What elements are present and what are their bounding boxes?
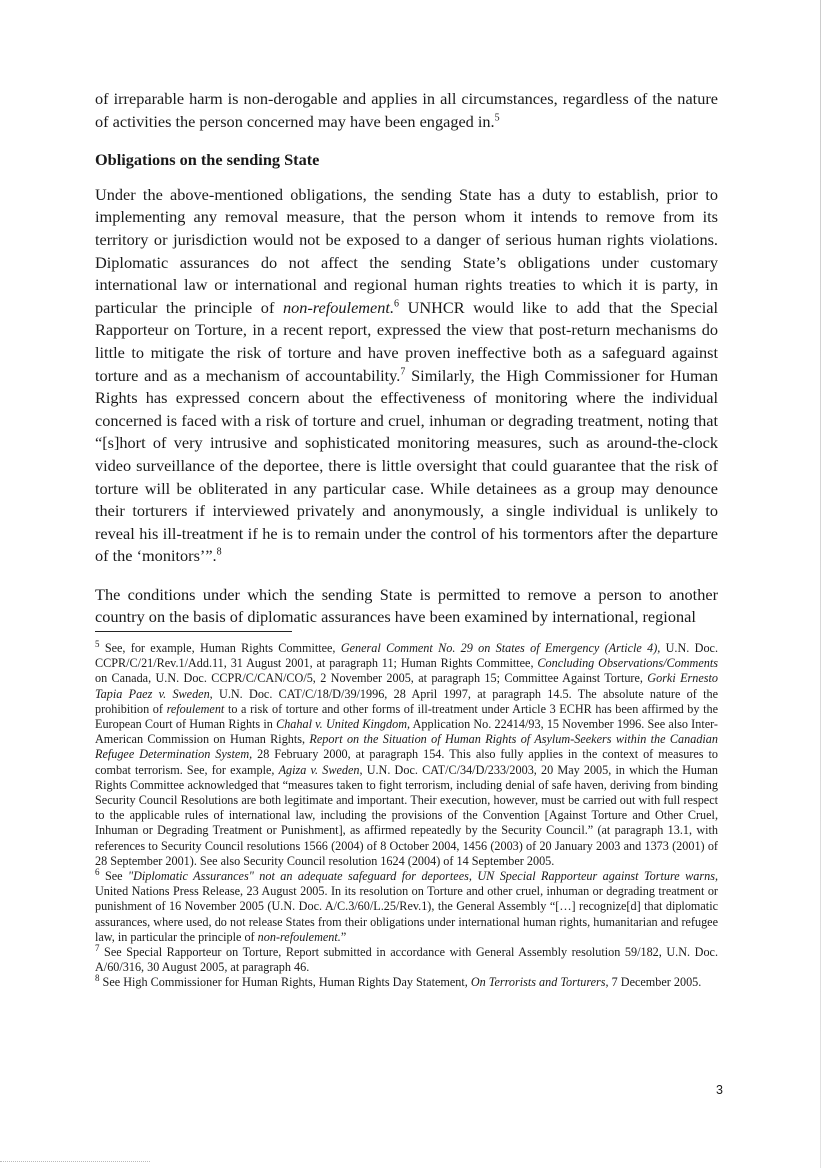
body-text bbox=[95, 88, 718, 645]
footnote-ref-8[interactable]: 8 bbox=[216, 546, 222, 558]
footnote-6: $^6$ See "Diplomatic Assurances" not an adequate safeguard for deportees, UN Special Rapporteur against Torture warns, United Nations Press Release, 23 August 2005. In its resolution on Torture and other cruel, inhuman or degrading treatment or punishment of 16 November 2005 (U.N. Doc. A/C.3/60/L.25/Rev.1), the General Assembly “[…] recognize[d] that diplomatic assurances, where used, do not release States from their obligations under international human rights, humanitarian and refugee law, in particular the principle of non-refoulement.” bbox=[95, 866, 718, 944]
footnote-ref-7[interactable]: 7 bbox=[400, 366, 406, 378]
footnote-7: $^7$ See Special Rapporteur on Torture, Report submitted in accordance with General Assembly resolution 59/182, U.N. Doc. A/60/316, 30 August 2005, at paragraph 46. bbox=[95, 943, 718, 975]
scan-bottom-dots bbox=[0, 1161, 150, 1162]
footnotes bbox=[95, 638, 718, 991]
section-heading: Obligations on the sending State bbox=[95, 150, 320, 170]
scan-edge-line bbox=[820, 0, 821, 1168]
footnote-5: $^5$ See, for example, Human Rights Committee, General Comment No. 29 on States of Emergency (Article 4), U.N. Doc. CCPR/C/21/Rev.1/Add.11, 31 August 2001, at paragraph 11; Human Rights Committee, Concluding Observations/Comments on Canada, U.N. Doc. CCPR/C/CAN/CO/5, 2 November 2005, at paragraph 15; Committee Against Torture, Gorki Ernesto Tapia Paez v. Sweden, U.N. Doc. CAT/C/18/D/39/1996, 28 April 1997, at paragraph 14.5. The absolute nature of the prohibition of refoulement to a risk of torture and other forms of ill-treatment under Article 3 ECHR has been affirmed by the European Court of Human Rights in Chahal v. United Kingdom, Application No. 22414/93, 15 November 1996. See also Inter-American Commission on Human Rights, Report on the Situation of Human Rights of Asylum-Seekers within the Canadian Refugee Determination System, 28 February 2000, at paragraph 154. This also fully applies in the context of measures to combat terrorism. See, for example, Agiza v. Sweden, U.N. Doc. CAT/C/34/D/233/2003, 20 May 2005, in which the Human Rights Committee acknowledged that “measures taken to fight terrorism, including denial of safe haven, deriving from binding Security Council Resolutions are both legitimate and important. Their execution, however, must be carried out with full respect to the applicable rules of international law, including the provisions of the Convention [Against Torture and Other Cruel, Inhuman or Degrading Treatment or Punishment], as affirmed repeatedly by the Security Council.” (at paragraph 13.1, with references to Security Council resolutions 1566 (2004) of 8 October 2004, 1456 (2003) of 20 January 2003 and 1373 (2001) of 28 September 2001). See also Security Council resolution 1624 (2004) of 14 September 2005. bbox=[95, 638, 718, 868]
footnote-ref-6[interactable]: 6 bbox=[394, 298, 400, 310]
footnote-ref-5[interactable]: 5 bbox=[494, 112, 500, 124]
paragraph-1: of irreparable harm is non-derogable and applies in all circumstances, regardless of the nature of activities the person concerned may have been engaged in.$^5$ bbox=[95, 89, 718, 131]
paragraph-2: Under the above-mentioned obligations, the sending State has a duty to establish, prior to implementing any removal measure, that the person whom it intends to remove from its territory or jurisdiction would not be exposed to a danger of serious human rights violations. Diplomatic assurances do not affect the sending State’s obligations under customary international law or international and regional human rights treaties to which it is party, in particular the principle of non-refoulement.$^6$ UNHCR would like to add that the Special Rapporteur on Torture, in a recent report, expressed the view that post-return mechanisms do little to mitigate the risk of torture and have proven ineffective both as a safeguard against torture and as a mechanism of accountability.$^7$ Similarly, the High Commissioner for Human Rights has expressed concern about the effectiveness of monitoring where the individual concerned is faced with a risk of torture and cruel, inhuman or degrading treatment, noting that “[s]hort of very intrusive and sophisticated monitoring measures, such as around-the-clock video surveillance of the deportee, there is little oversight that could guarantee that the risk of torture will be obliterated in any particular case. While detainees as a group may denounce their torturers if interviewed privately and anonymously, a single individual is unlikely to reveal his ill-treatment if he is to remain under the control of his tormentors after the departure of the ‘monitors’”.$^8$ bbox=[95, 184, 718, 566]
page-number: 3 bbox=[716, 1083, 723, 1097]
paragraph-3: The conditions under which the sending State is permitted to remove a person to another country on the basis of diplomatic assurances have been examined by international, regional bbox=[95, 584, 718, 627]
footnote-8: $^8$ See High Commissioner for Human Rights, Human Rights Day Statement, On Terrorists and Torturers, 7 December 2005. bbox=[95, 973, 702, 990]
footnote-separator bbox=[95, 631, 292, 632]
